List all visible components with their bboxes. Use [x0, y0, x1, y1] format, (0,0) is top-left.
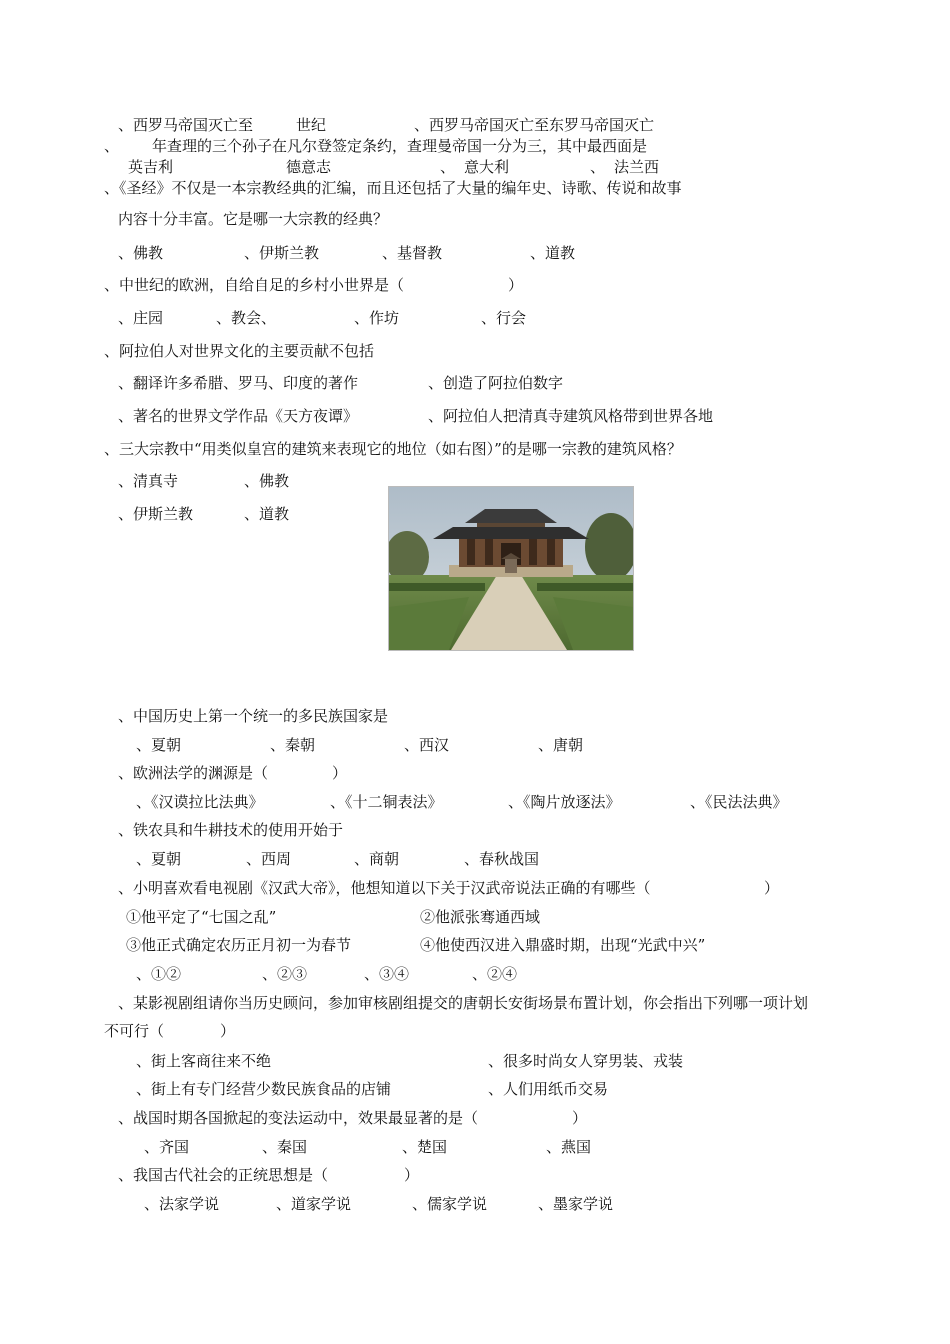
question-text: 、三大宗教中“用类似皇宫的建筑来表现它的地位（如右图）”的是哪一宗教的建筑风格？: [104, 440, 682, 458]
option-text: 、《民法法典》: [690, 793, 788, 811]
option-text: 、《十二铜表法》: [330, 793, 443, 811]
option-text: 、道家学说: [276, 1195, 352, 1213]
question-text: 、西罗马帝国灭亡至东罗马帝国灭亡: [414, 116, 655, 134]
option-text: 、佛教: [244, 472, 290, 490]
option-text: 、《汉谟拉比法典》: [136, 793, 264, 811]
option-text: 、②④: [472, 965, 518, 983]
option-text: 、楚国: [402, 1138, 448, 1156]
statement-text: ①他平定了“七国之乱”: [126, 908, 277, 926]
question-text: ）: [764, 879, 780, 897]
option-text: 法兰西: [614, 158, 660, 176]
question-text: 年查理的三个孙子在凡尔登签定条约，查理曼帝国一分为三，其中最西面是: [152, 137, 648, 155]
option-text: 、佛教: [118, 244, 164, 262]
option-text: 、翻译许多希腊、罗马、印度的著作: [118, 374, 359, 392]
option-text: 、清真寺: [118, 472, 179, 490]
option-text: 、基督教: [382, 244, 443, 262]
question-text: ）: [508, 276, 524, 294]
option-text: 、道教: [530, 244, 576, 262]
option-text: 、著名的世界文学作品《天方夜谭》: [118, 407, 359, 425]
option-text: 、行会: [481, 309, 527, 327]
option-text: 、②③: [262, 965, 308, 983]
question-text: 世纪: [296, 116, 327, 134]
option-text: 意大利: [464, 158, 510, 176]
question-text: ）: [332, 764, 348, 782]
option-text: 英吉利: [128, 158, 174, 176]
option-text: 、道教: [244, 505, 290, 523]
question-text: 、我国古代社会的正统思想是（: [118, 1166, 329, 1184]
option-text: 、伊斯兰教: [118, 505, 194, 523]
option-text: 、唐朝: [538, 736, 584, 754]
temple-image: [389, 487, 633, 650]
option-text: 、③④: [364, 965, 410, 983]
option-text: 、: [590, 158, 606, 176]
option-text: 、春秋战国: [464, 850, 540, 868]
option-text: 、夏朝: [136, 850, 182, 868]
question-text: ）: [220, 1022, 236, 1040]
option-text: 、阿拉伯人把清真寺建筑风格带到世界各地: [428, 407, 714, 425]
option-text: 、: [440, 158, 456, 176]
option-text: 、《陶片放逐法》: [508, 793, 621, 811]
option-text: 、①②: [136, 965, 182, 983]
question-text: 、阿拉伯人对世界文化的主要贡献不包括: [104, 342, 375, 360]
option-text: 、秦国: [262, 1138, 308, 1156]
question-text: 、铁农具和牛耕技术的使用开始于: [118, 821, 344, 839]
option-text: 、商朝: [354, 850, 400, 868]
option-text: 、街上有专门经营少数民族食品的店铺: [136, 1080, 392, 1098]
question-text: 、小明喜欢看电视剧《汉武大帝》，他想知道以下关于汉武帝说法正确的有哪些（: [118, 879, 651, 897]
option-text: 、创造了阿拉伯数字: [428, 374, 564, 392]
question-text: 、《圣经》不仅是一本宗教经典的汇编，而且还包括了大量的编年史、诗歌、传说和故事: [104, 179, 682, 197]
option-text: 德意志: [286, 158, 332, 176]
option-text: 、庄园: [118, 309, 164, 327]
option-text: 、法家学说: [144, 1195, 220, 1213]
option-text: 、伊斯兰教: [244, 244, 320, 262]
option-text: 、儒家学说: [412, 1195, 488, 1213]
temple-photo: [388, 486, 634, 651]
option-text: 、齐国: [144, 1138, 190, 1156]
option-text: 、很多时尚女人穿男装、戎装: [488, 1052, 684, 1070]
option-text: 、燕国: [546, 1138, 592, 1156]
option-text: 、秦朝: [270, 736, 316, 754]
question-text: 、战国时期各国掀起的变法运动中，效果最显著的是（: [118, 1109, 479, 1127]
question-text: ）: [404, 1166, 420, 1184]
question-text: 、欧洲法学的渊源是（: [118, 764, 269, 782]
question-text: 、西罗马帝国灭亡至: [118, 116, 254, 134]
statement-text: ③他正式确定农历正月初一为春节: [126, 936, 352, 954]
option-text: 、西周: [246, 850, 292, 868]
option-text: 、西汉: [404, 736, 450, 754]
question-text: 不可行（: [104, 1022, 165, 1040]
option-text: 、夏朝: [136, 736, 182, 754]
question-text: ）: [572, 1109, 588, 1127]
question-text: 、中世纪的欧洲，自给自足的乡村小世界是（: [104, 276, 405, 294]
statement-text: ②他派张骞通西域: [420, 908, 541, 926]
option-text: 、街上客商往来不绝: [136, 1052, 272, 1070]
statement-text: ④他使西汉进入鼎盛时期，出现“光武中兴”: [420, 936, 706, 954]
option-text: 、作坊: [354, 309, 400, 327]
question-text: 内容十分丰富。它是哪一大宗教的经典？: [118, 210, 389, 228]
question-text: 、某影视剧组请你当历史顾问，参加审核剧组提交的唐朝长安街场景布置计划，你会指出下列哪一项计划: [118, 994, 809, 1012]
question-text: 、: [104, 137, 120, 155]
option-text: 、人们用纸币交易: [488, 1080, 609, 1098]
option-text: 、教会、: [216, 309, 277, 327]
question-text: 、中国历史上第一个统一的多民族国家是: [118, 707, 389, 725]
option-text: 、墨家学说: [538, 1195, 614, 1213]
